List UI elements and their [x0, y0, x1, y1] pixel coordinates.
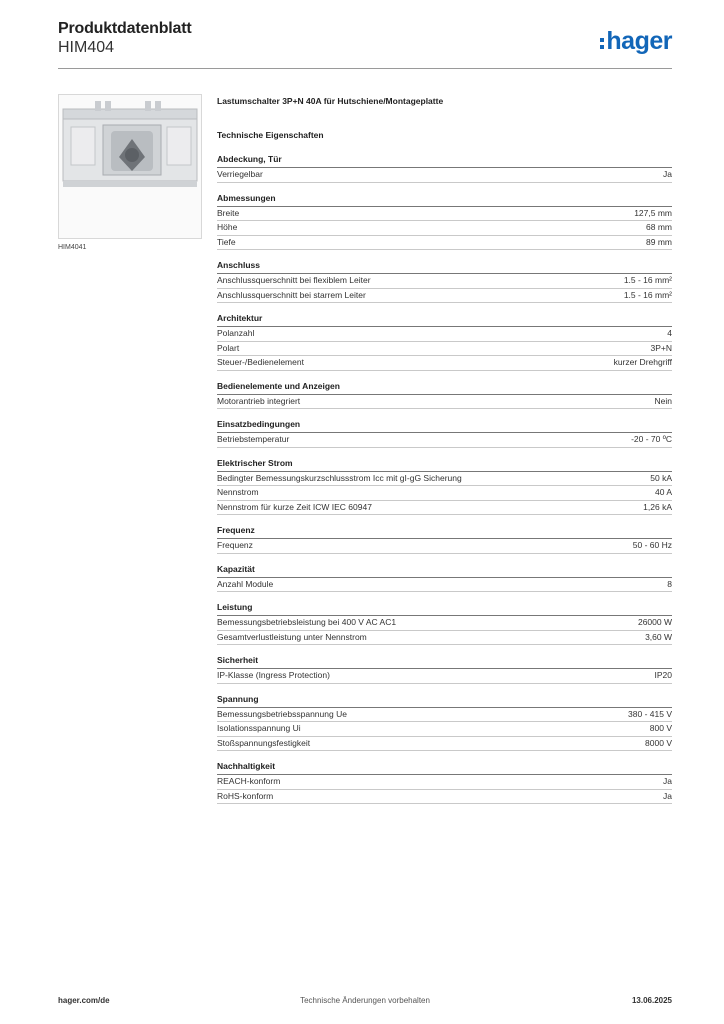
- spec-section: [217, 458, 672, 516]
- spec-row: [217, 775, 672, 790]
- spec-section: [217, 419, 672, 448]
- document-title: Produktdatenblatt: [58, 20, 192, 37]
- spec-row: [217, 433, 672, 448]
- spec-label: Bemessungsbetriebsspannung Ue: [217, 708, 347, 719]
- spec-row: [217, 327, 672, 342]
- spec-label: Bedingter Bemessungskurzschlussstrom Icc mit gI-gG Sicherung: [217, 472, 462, 483]
- spec-value: Ja: [663, 169, 672, 179]
- switch-illustration: [59, 95, 201, 238]
- spec-row: [217, 616, 672, 631]
- spec-label: Isolationsspannung Ui: [217, 723, 301, 733]
- spec-value: Ja: [663, 790, 672, 801]
- document-subtitle: HIM404: [58, 39, 115, 56]
- spec-label: Motorantrieb integriert: [217, 395, 301, 406]
- spec-label: Bemessungsbetriebsleistung bei 400 V AC AC1: [217, 617, 397, 627]
- spec-value: 50 - 60 Hz: [632, 540, 672, 550]
- spec-section: [217, 761, 672, 804]
- spec-row: [217, 669, 672, 684]
- spec-row: [217, 722, 672, 737]
- spec-label: Tiefe: [217, 236, 236, 247]
- section-title: Einsatzbedingungen: [217, 419, 672, 433]
- spec-row: [217, 207, 672, 222]
- spec-label: Anschlussquerschnitt bei flexiblem Leiter: [217, 275, 371, 285]
- spec-value: 50 kA: [650, 472, 672, 483]
- section-title: Abdeckung, Tür: [217, 154, 672, 168]
- section-title: Elektrischer Strom: [217, 458, 672, 472]
- spec-row: [217, 501, 672, 516]
- product-name: Lastumschalter 3P+N 40A für Hutschiene/Montageplatte: [217, 96, 444, 106]
- spec-label: Stoßspannungsfestigkeit: [217, 737, 311, 748]
- spec-row: [217, 274, 672, 289]
- spec-section: [217, 381, 672, 410]
- section-title: Spannung: [217, 694, 672, 708]
- spec-label: Frequenz: [217, 540, 253, 550]
- spec-row: [217, 790, 672, 805]
- spec-sections: [217, 154, 672, 804]
- spec-row: [217, 539, 672, 554]
- specifications: [217, 96, 672, 804]
- spec-section: [217, 602, 672, 645]
- spec-label: Betriebstemperatur: [217, 434, 290, 444]
- spec-section: [217, 260, 672, 303]
- spec-label: Anschlussquerschnitt bei starrem Leiter: [217, 289, 366, 300]
- image-caption: HIM4041: [58, 244, 87, 251]
- spec-value: 3,60 W: [645, 631, 672, 642]
- spec-row: [217, 236, 672, 251]
- section-title: Frequenz: [217, 525, 672, 539]
- page-header: [58, 20, 672, 69]
- spec-value: 1.5 - 16 mm²: [623, 289, 672, 300]
- section-title: Nachhaltigkeit: [217, 761, 672, 775]
- spec-row: [217, 168, 672, 183]
- spec-value: 40 A: [654, 487, 672, 497]
- spec-row: [217, 472, 672, 487]
- spec-row: [217, 356, 672, 371]
- footer-disclaimer: Technische Änderungen vorbehalten: [300, 996, 430, 1005]
- spec-row: [217, 395, 672, 410]
- spec-row: [217, 342, 672, 357]
- spec-section: [217, 525, 672, 554]
- spec-section: [217, 193, 672, 251]
- spec-label: Nennstrom: [217, 487, 259, 497]
- section-title: Architektur: [217, 313, 672, 327]
- spec-value: 8000 V: [645, 737, 672, 748]
- spec-label: Verriegelbar: [217, 169, 263, 179]
- spec-section: [217, 313, 672, 371]
- spec-value: 68 mm: [646, 222, 672, 232]
- spec-row: [217, 631, 672, 646]
- spec-row: [217, 486, 672, 501]
- spec-label: Polanzahl: [217, 328, 255, 338]
- spec-section: [217, 564, 672, 593]
- spec-label: Gesamtverlustleistung unter Nennstrom: [217, 631, 367, 642]
- spec-label: Nennstrom für kurze Zeit ICW IEC 60947: [217, 501, 372, 512]
- spec-value: 26000 W: [637, 617, 672, 627]
- spec-value: 3P+N: [650, 342, 672, 353]
- spec-value: 89 mm: [646, 236, 672, 247]
- spec-value: 800 V: [649, 723, 672, 733]
- footer-date: 13.06.2025: [631, 996, 672, 1005]
- section-title: Kapazität: [217, 564, 672, 578]
- spec-row: [217, 737, 672, 752]
- spec-label: Höhe: [217, 222, 238, 232]
- spec-section: [217, 694, 672, 752]
- hager-logo: [600, 26, 672, 56]
- section-title: Bedienelemente und Anzeigen: [217, 381, 672, 395]
- spec-value: 1,26 kA: [643, 501, 672, 512]
- spec-value: 380 - 415 V: [628, 708, 672, 719]
- section-title: Anschluss: [217, 260, 672, 274]
- spec-row: [217, 578, 672, 593]
- spec-value: kurzer Drehgriff: [613, 357, 672, 367]
- spec-row: [217, 221, 672, 236]
- spec-label: IP-Klasse (Ingress Protection): [217, 670, 330, 680]
- spec-label: Anzahl Module: [217, 578, 274, 589]
- spec-section: [217, 655, 672, 684]
- spec-label: Breite: [217, 207, 240, 218]
- spec-value: Ja: [663, 776, 672, 786]
- logo-dots-icon: [600, 38, 604, 49]
- spec-section: [217, 154, 672, 183]
- spec-value: IP20: [654, 670, 672, 680]
- spec-label: RoHS-konform: [217, 790, 274, 801]
- spec-row: [217, 289, 672, 304]
- spec-value: -20 - 70 ºC: [631, 434, 672, 444]
- spec-label: Steuer-/Bedienelement: [217, 357, 304, 367]
- spec-label: REACH-konform: [217, 776, 281, 786]
- product-image: [58, 94, 202, 239]
- section-title: Abmessungen: [217, 193, 672, 207]
- tech-properties-title: Technische Eigenschaften: [217, 130, 324, 140]
- section-title: Leistung: [217, 602, 672, 616]
- spec-label: Polart: [217, 342, 240, 353]
- spec-value: 1.5 - 16 mm²: [623, 275, 672, 285]
- logo-text: hager: [606, 26, 672, 55]
- footer-website: hager.com/de: [58, 996, 110, 1005]
- spec-value: 4: [667, 328, 672, 338]
- spec-value: Nein: [654, 395, 672, 406]
- spec-row: [217, 708, 672, 723]
- section-title: Sicherheit: [217, 655, 672, 669]
- spec-value: 8: [667, 578, 672, 589]
- spec-value: 127,5 mm: [634, 207, 672, 218]
